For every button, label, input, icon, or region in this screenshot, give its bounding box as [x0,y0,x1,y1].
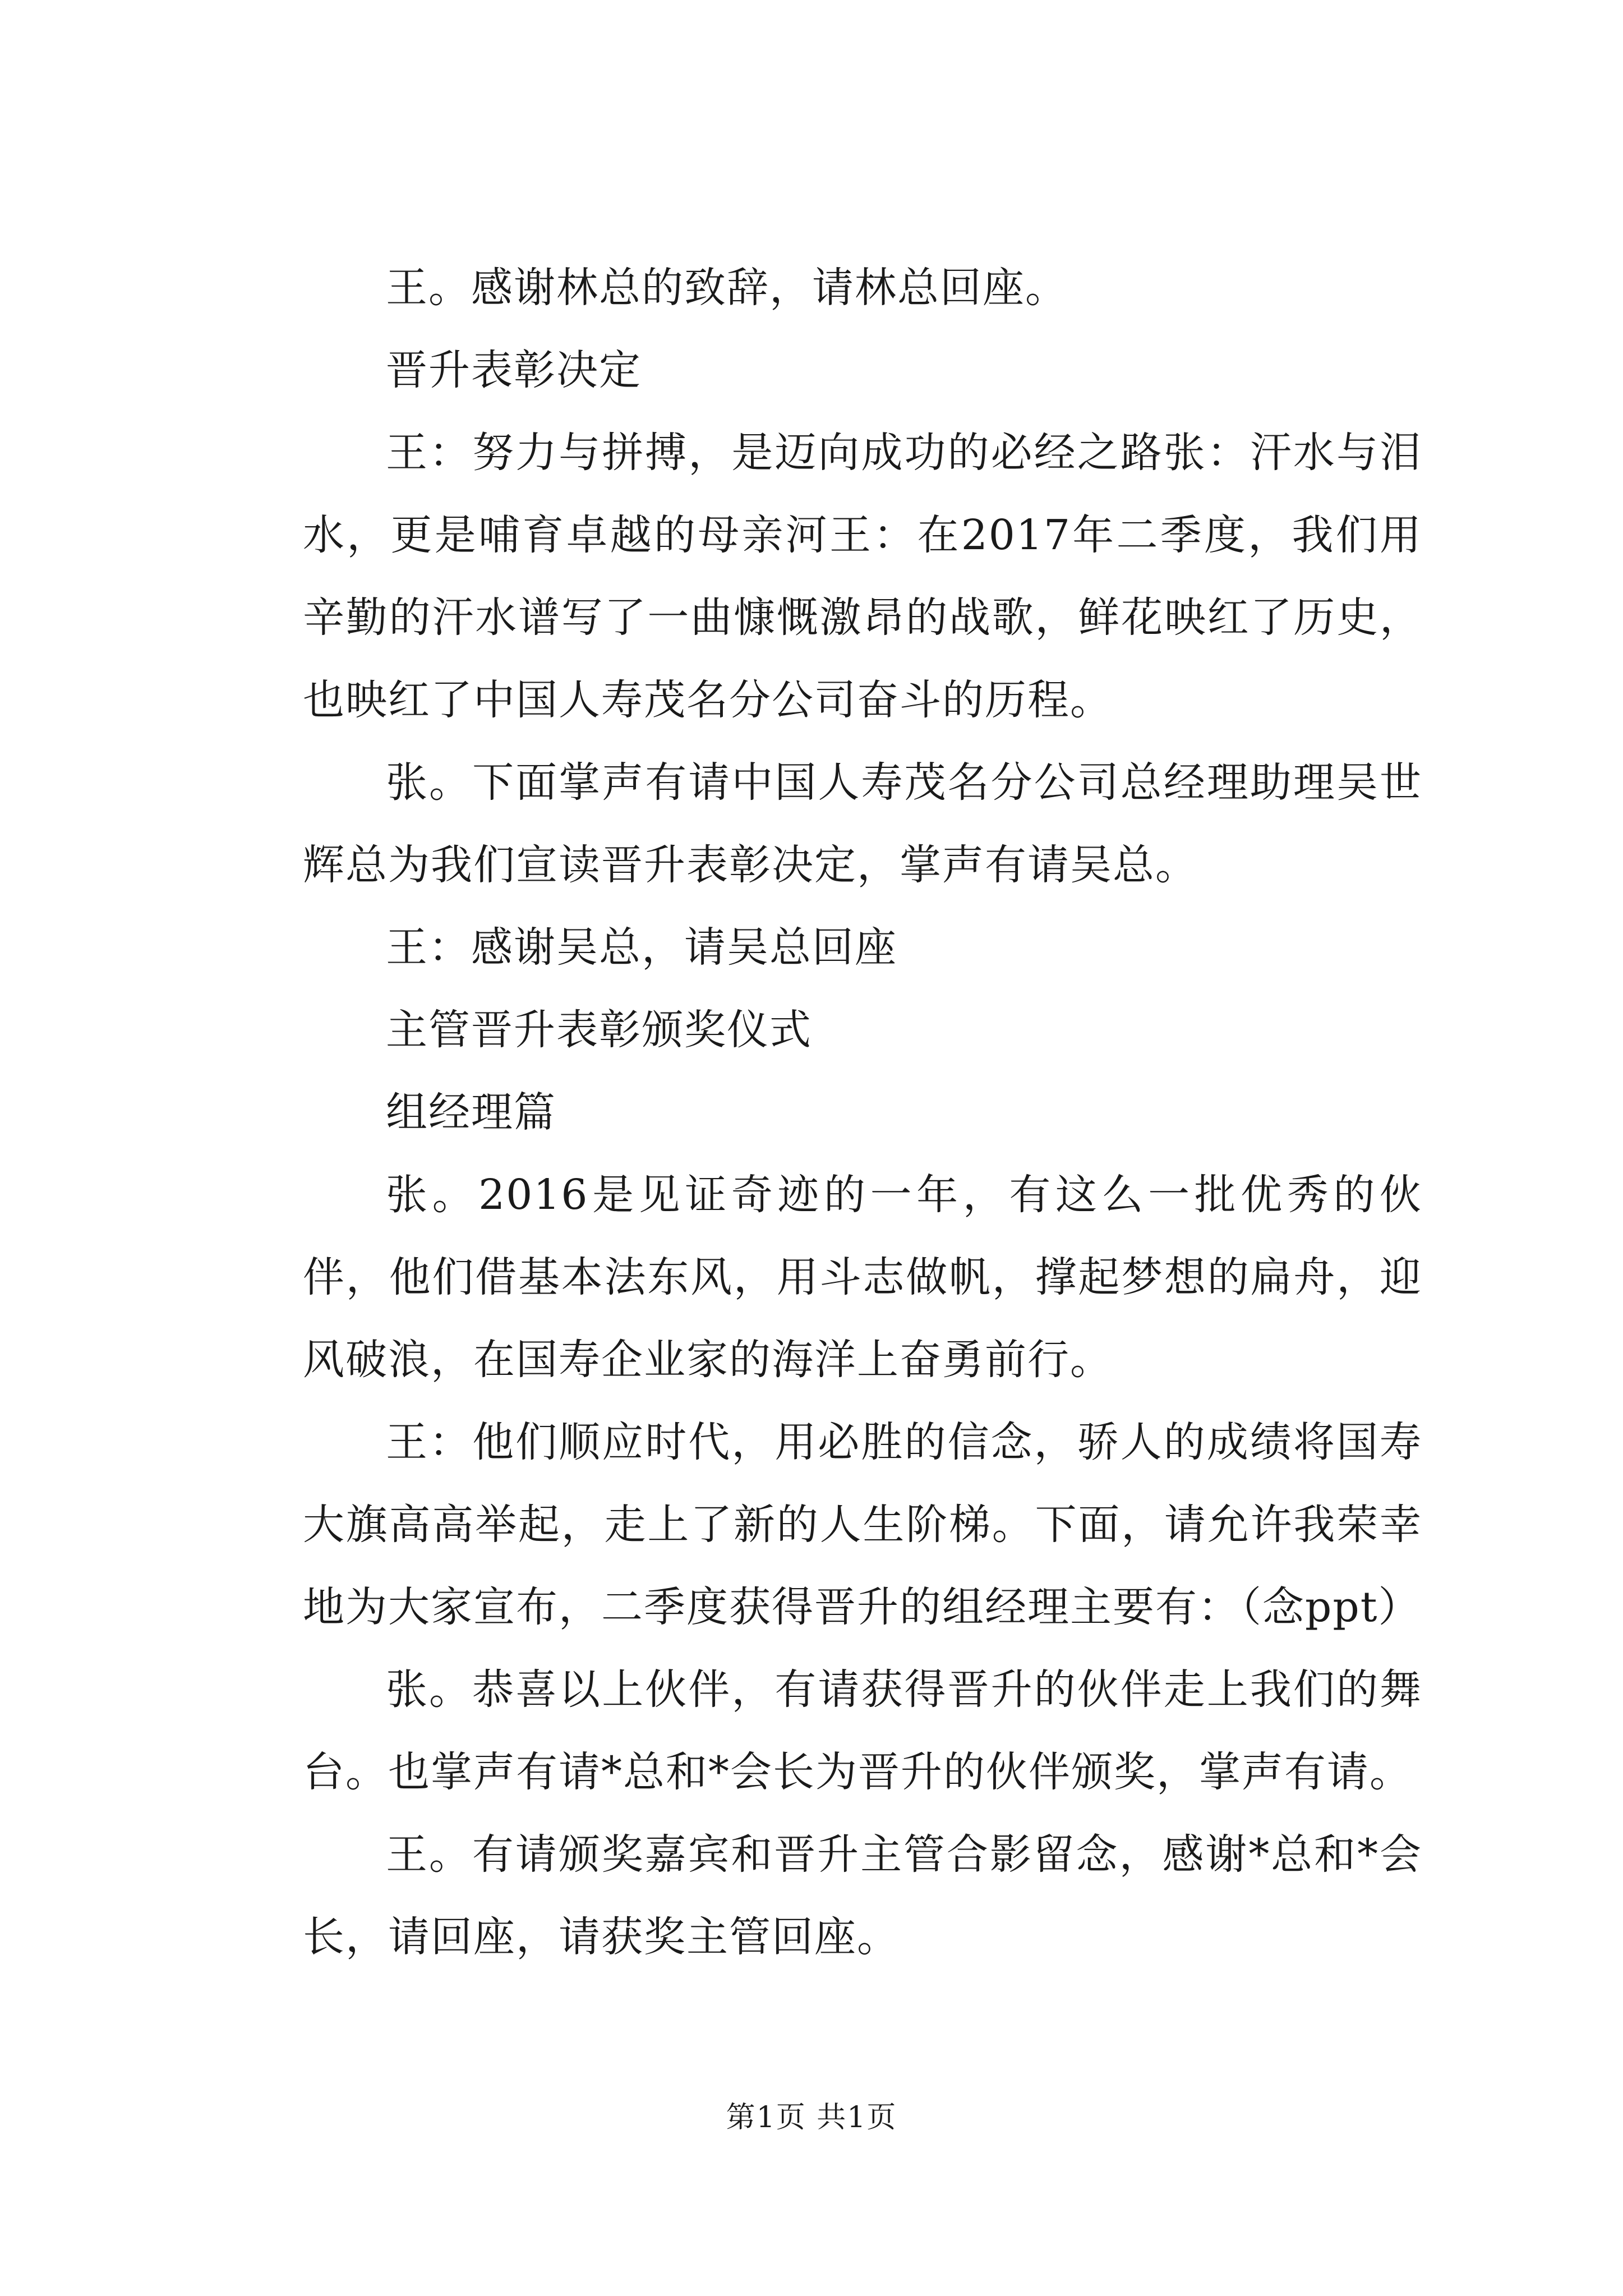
section-heading: 晋升表彰决定 [386,346,642,394]
section-heading: 组经理篇 [386,1088,556,1137]
paragraph: 张。2016是见证奇迹的一年，有这么一批优秀的伙伴，他们借基本法东风，用斗志做帆，撑起梦想的扁舟，迎风破浪，在国寿企业家的海洋上奋勇前行。 [303,1171,1422,1384]
paragraph: 王：他们顺应时代，用必胜的信念，骄人的成绩将国寿大旗高高举起，走上了新的人生阶梯。下面，请允许我荣幸地为大家宣布，二季度获得晋升的组经理主要有：（念ppt） [303,1418,1422,1631]
page-number: 第1页 共1页 [726,2101,897,2134]
paragraph: 王：努力与拼搏，是迈向成功的必经之路张：汗水与泪水，更是哺育卓越的母亲河王：在2017年二季度，我们用辛勤的汗水谱写了一曲慷慨激昂的战歌，鲜花映红了历史，也映红了中国人寿茂名分公司奋斗的历程。 [303,429,1422,724]
paragraph: 王：感谢吴总，请吴总回座 [386,923,897,972]
document-body [303,247,1422,1978]
paragraph: 张。下面掌声有请中国人寿茂名分公司总经理助理吴世辉总为我们宣读晋升表彰决定，掌声有请吴总。 [303,758,1422,889]
paragraph: 张。恭喜以上伙伴，有请获得晋升的伙伴走上我们的舞台。也掌声有请*总和*会长为晋升的伙伴颁奖，掌声有请。 [303,1665,1422,1796]
page-footer [0,2095,1623,2140]
section-heading: 主管晋升表彰颁奖仪式 [386,1006,812,1054]
paragraph: 王。感谢林总的致辞，请林总回座。 [386,264,1068,312]
paragraph: 王。有请颁奖嘉宾和晋升主管合影留念，感谢*总和*会长，请回座，请获奖主管回座。 [303,1830,1422,1961]
